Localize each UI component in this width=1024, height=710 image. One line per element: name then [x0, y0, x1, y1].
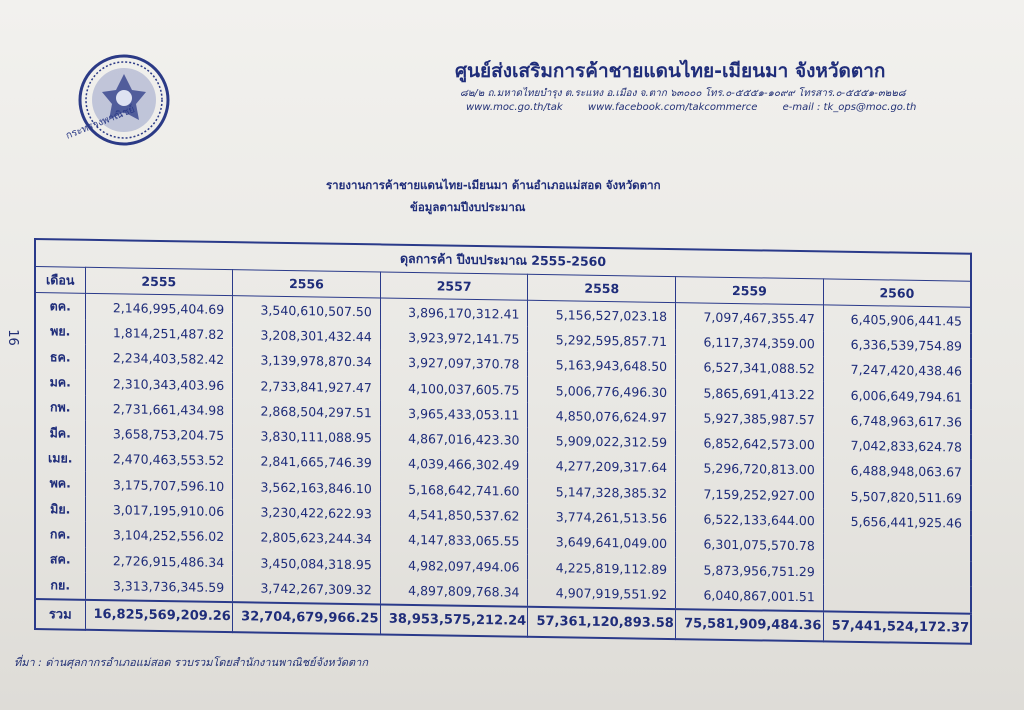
value-cell: 5,507,820,511.69 [823, 483, 971, 511]
month-cell: สค. [35, 547, 85, 573]
month-cell: มีค. [35, 420, 85, 446]
value-cell: 4,541,850,537.62 [380, 501, 528, 529]
month-cell: พค. [35, 471, 85, 497]
value-cell: 6,527,341,088.52 [676, 354, 824, 382]
seal-caption: กระทรวงพาณิชย์ [64, 104, 137, 142]
value-cell: 4,850,076,624.97 [528, 402, 676, 430]
source-note: ที่มา : ด่านศุลกากรอำเภอแม่สอด รวบรวมโดยสำนักงานพาณิชย์จังหวัดตาก [14, 656, 368, 669]
value-cell: 3,965,433,053.11 [380, 400, 528, 428]
value-cell: 5,006,776,496.30 [528, 377, 676, 405]
value-cell: 2,470,463,553.52 [85, 446, 233, 474]
value-cell: 3,927,097,370.78 [380, 350, 528, 378]
report-subtitle: ข้อมูลตามปีงบประมาณ [410, 200, 526, 214]
trade-balance-table-container [34, 238, 972, 645]
email-link[interactable]: e-mail : tk_ops@moc.go.th [782, 102, 917, 113]
value-cell: 6,405,906,441.45 [823, 305, 971, 333]
value-cell: 6,301,075,570.78 [676, 531, 824, 559]
value-cell: 6,748,963,617.36 [823, 407, 971, 435]
value-cell: 6,852,642,573.00 [676, 430, 824, 458]
value-cell: 7,042,833,624.78 [823, 432, 971, 460]
value-cell: 6,117,374,359.00 [676, 329, 824, 357]
month-cell: กพ. [35, 395, 85, 421]
report-title: รายงานการค้าชายแดนไทย-เมียนมา ด้านอำเภอแม่สอด จังหวัดตาก [326, 178, 661, 192]
value-cell: 6,488,948,063.67 [823, 458, 971, 486]
value-cell: 4,897,809,768.34 [380, 577, 528, 606]
value-cell: 5,292,595,857.71 [528, 327, 676, 355]
value-cell: 3,017,195,910.06 [85, 497, 233, 525]
value-cell: 3,450,084,318.95 [233, 550, 381, 578]
value-cell [823, 534, 971, 562]
value-cell: 2,726,915,486.34 [85, 547, 233, 575]
value-cell: 2,234,403,582.42 [85, 345, 233, 373]
value-cell: 5,296,720,813.00 [676, 455, 824, 483]
value-cell: 5,168,642,741.60 [380, 476, 528, 504]
value-cell: 3,774,261,513.56 [528, 504, 676, 532]
value-cell: 4,147,833,065.55 [380, 527, 528, 555]
value-cell: 5,163,943,648.50 [528, 352, 676, 380]
value-cell: 5,147,328,385.32 [528, 478, 676, 506]
value-cell: 2,805,623,244.34 [233, 524, 381, 552]
value-cell: 3,896,170,312.41 [380, 298, 528, 326]
value-cell: 3,540,610,507.50 [233, 296, 381, 324]
value-cell [823, 559, 971, 587]
value-cell: 5,927,385,987.57 [676, 405, 824, 433]
organization-contacts [466, 102, 938, 113]
value-cell [823, 584, 971, 613]
value-cell: 3,562,163,846.10 [233, 474, 381, 502]
month-column-header: เดือน [35, 266, 85, 293]
value-cell: 7,097,467,355.47 [676, 303, 824, 331]
month-cell: มิย. [35, 496, 85, 522]
value-cell: 2,310,343,403.96 [85, 370, 233, 398]
value-cell: 4,225,819,112.89 [528, 554, 676, 582]
value-cell: 4,907,919,551.92 [528, 580, 676, 609]
total-cell: 75,581,909,484.36 [676, 609, 824, 642]
value-cell: 3,742,267,309.32 [233, 575, 381, 604]
value-cell: 3,208,301,432.44 [233, 322, 381, 350]
value-cell: 5,656,441,925.46 [823, 508, 971, 536]
total-label: รวม [35, 599, 85, 630]
total-cell: 57,361,120,893.58 [528, 606, 676, 639]
year-column-header: 2557 [380, 272, 528, 301]
value-cell: 3,139,978,870.34 [233, 347, 381, 375]
value-cell: 3,649,641,049.00 [528, 529, 676, 557]
value-cell: 3,104,252,556.02 [85, 522, 233, 550]
value-cell: 5,865,691,413.22 [676, 379, 824, 407]
value-cell: 5,909,022,312.59 [528, 428, 676, 456]
page-number: 16 [4, 329, 20, 346]
value-cell: 2,868,504,297.51 [233, 398, 381, 426]
month-cell: พย. [35, 319, 85, 345]
year-column-header: 2560 [823, 279, 971, 308]
month-cell: กค. [35, 521, 85, 547]
value-cell: 4,039,466,302.49 [380, 451, 528, 479]
total-cell: 16,825,569,209.26 [85, 599, 233, 632]
facebook-link[interactable]: www.facebook.com/takcommerce [587, 102, 758, 113]
year-column-header: 2559 [676, 276, 824, 305]
month-cell: ธค. [35, 344, 85, 370]
value-cell: 7,247,420,438.46 [823, 356, 971, 384]
value-cell: 2,146,995,404.69 [85, 294, 233, 322]
month-cell: ตค. [35, 293, 85, 320]
value-cell: 2,733,841,927.47 [233, 373, 381, 401]
value-cell: 5,873,956,751.29 [676, 557, 824, 585]
month-cell: เมย. [35, 445, 85, 471]
value-cell: 3,830,111,088.95 [233, 423, 381, 451]
value-cell: 3,175,707,596.10 [85, 471, 233, 499]
month-cell: มค. [35, 369, 85, 395]
total-cell: 38,953,575,212.24 [380, 604, 528, 637]
value-cell: 6,336,539,754.89 [823, 331, 971, 359]
value-cell: 7,159,252,927.00 [676, 481, 824, 509]
year-column-header: 2556 [233, 269, 381, 298]
value-cell: 3,230,422,622.93 [233, 499, 381, 527]
value-cell: 3,923,972,141.75 [380, 324, 528, 352]
website-link[interactable]: www.moc.go.th/tak [466, 102, 563, 113]
value-cell: 4,277,209,317.64 [528, 453, 676, 481]
value-cell: 2,731,661,434.98 [85, 396, 233, 424]
organization-address: ๘๒/๒ ถ.มหาดไทยบำรุง ต.ระแหง อ.เมือง จ.ตาก ๖๓๐๐๐ โทร.๐-๕๕๕๑-๑๐๙๙ โทรสาร.๐-๕๕๕๑-๓๒๒๘ [460, 88, 906, 99]
value-cell: 3,313,736,345.59 [85, 573, 233, 602]
value-cell: 4,100,037,605.75 [380, 375, 528, 403]
value-cell: 6,522,133,644.00 [676, 506, 824, 534]
value-cell: 2,841,665,746.39 [233, 448, 381, 476]
value-cell: 4,867,016,423.30 [380, 425, 528, 453]
table-caption: ดุลการค้า ปีงบประมาณ 2555-2560 [35, 239, 971, 281]
organization-name: ศูนย์ส่งเสริมการค้าชายแดนไทย-เมียนมา จังหวัดตาก [455, 60, 886, 82]
value-cell: 3,658,753,204.75 [85, 421, 233, 449]
total-cell: 32,704,679,966.25 [233, 602, 381, 635]
trade-balance-table [34, 238, 972, 645]
value-cell: 6,040,867,001.51 [676, 582, 824, 611]
value-cell: 5,156,527,023.18 [528, 301, 676, 329]
year-column-header: 2558 [528, 274, 676, 303]
total-cell: 57,441,524,172.37 [823, 611, 971, 644]
value-cell: 6,006,649,794.61 [823, 382, 971, 410]
year-column-header: 2555 [85, 267, 233, 296]
value-cell: 1,814,251,487.82 [85, 320, 233, 348]
month-cell: กย. [35, 572, 85, 599]
value-cell: 4,982,097,494.06 [380, 552, 528, 580]
